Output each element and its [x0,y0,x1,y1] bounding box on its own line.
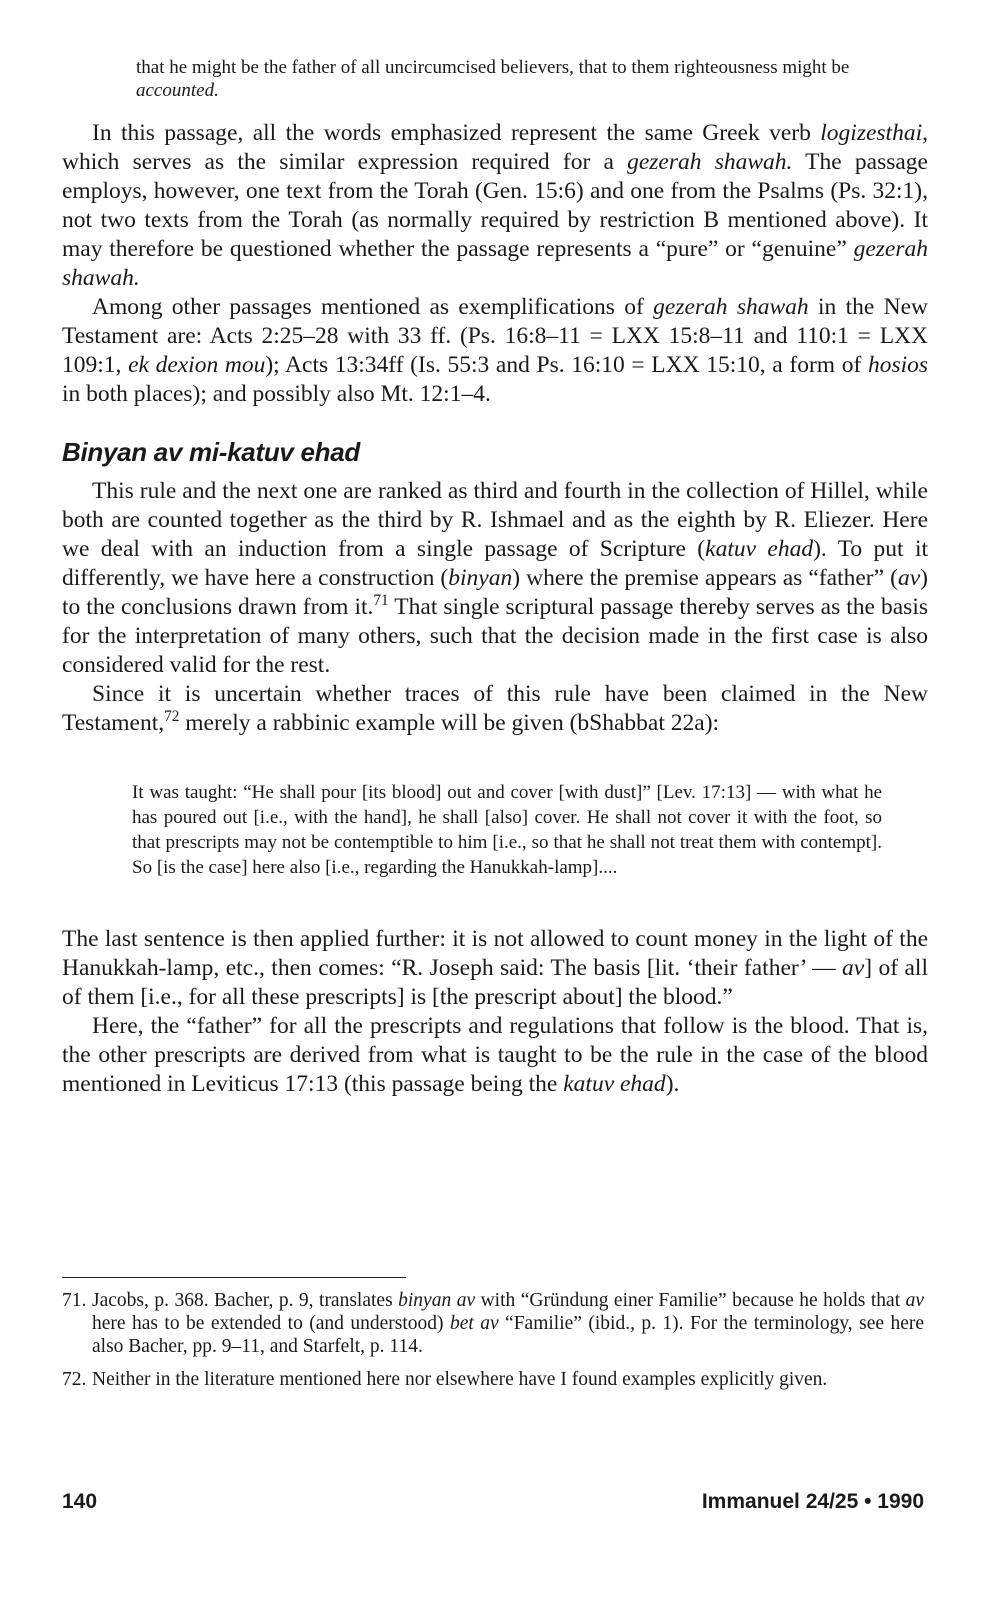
italic-term: gezerah shawah [653,294,809,320]
paragraph-5 [62,925,928,1012]
text-run: with “Gründung einer Familie” because he holds that [475,1290,906,1311]
italic-term: av [905,1290,924,1311]
italic-term: ek dexion mou [128,352,266,378]
footnote-71 [62,1289,924,1358]
body-section-gezerah [62,119,928,409]
text-run: which serves as the similar expression required for a [62,149,628,175]
footnote-separator-rule [62,1277,406,1278]
paragraph-1 [62,119,928,293]
footnote-ref-71[interactable]: 71 [373,592,389,610]
italic-term: hosios [867,352,929,378]
text-run: In this passage, all the words emphasized represent the same Greek verb [92,120,821,146]
text-run: ); Acts 13:34ff (Is. 55:3 and Ps. 16:10 = LXX 15:10, a form of [265,352,868,378]
text-run: merely a rabbinic example will be given (bShabbat 22a): [179,710,720,736]
footnotes [62,1289,924,1401]
footnote-72 [62,1368,924,1391]
text-run: Since it is uncertain whether traces of this rule have been claimed in the New Testament, [62,681,928,736]
italic-term: av [897,565,921,591]
body-section-after-quote [62,925,928,1099]
section-heading: Binyan av mi-katuv ehad [62,437,360,467]
body-section-binyan [62,477,928,738]
talmud-block-quotation: It was taught: “He shall pour [its blood] out and cover [with dust]” [Lev. 17:13] — with what he has poured out [i.e., with the hand], he shall [also] cover. He shall not cover it with the foot, so that prescripts may not be contemptible to him [i.e., so that he shall not treat them with contempt]. So [is the case] here also [i.e., regarding the Hanukkah-lamp].... [132,782,882,878]
text-run: in both places); and possibly also Mt. 12:1–4. [62,381,491,407]
continued-quotation [136,56,880,102]
text-run: Neither in the literature mentioned here nor elsewhere have I found examples explicitly given. [92,1369,828,1390]
text-run: ) to the conclusions drawn from it. [62,565,928,620]
paragraph-2 [62,293,928,409]
quotation-text: that he might be the father of all uncircumcised believers, that to them righteousness might be [136,57,850,78]
text-run: That single scriptural passage thereby serves as the basis for the interpretation of many others, such that the decision made in the first case is also considered valid for the rest. [62,594,928,678]
footnote-number: 71. [62,1290,87,1311]
text-run: “Familie” (ibid., p. 1). For the terminology, see here also Bacher, pp. 9–11, and Starfelt, p. 114. [92,1313,925,1357]
paragraph-6 [62,1012,928,1099]
journal-citation: Immanuel 24/25 • 1990 [701,1490,924,1513]
text-run: here has to be extended to (and understood) [92,1313,450,1334]
paragraph-3 [62,477,928,680]
text-run: The last sentence is then applied further: it is not allowed to count money in the light of the Hanukkah-lamp, etc., then comes: “R. Joseph said: The basis [lit. ‘their father’ — [62,926,928,981]
italic-term: binyan av [398,1290,476,1311]
paragraph-4 [62,680,928,738]
text-run: Among other passages mentioned as exemplifications of [92,294,654,320]
text-run: ). To put it differently, we have here a construction ( [62,536,928,591]
footnote-ref-72[interactable]: 72 [164,708,180,726]
italic-term: logizesthai, [820,120,928,146]
text-run: The passage employs, however, one text from the Torah (Gen. 15:6) and one from the Psalms (Ps. 32:1), not two texts from the Torah (as normally required by restriction B mentioned above). It may therefore be questioned whether the passage represents a “pure” or “genuine” [62,149,928,262]
italic-term: gezerah shawah. [62,236,928,291]
page-number: 140 [62,1490,98,1513]
italic-term: av [842,955,865,981]
text-run: ] of all of them [i.e., for all these prescripts] is [the prescript about] the blood.” [62,955,928,1010]
text-run: ) where the premise appears as “father” ( [512,565,898,591]
text-run: ). [665,1071,680,1097]
quotation-italic-term: accounted. [136,80,219,101]
text-run: This rule and the next one are ranked as third and fourth in the collection of Hillel, while both are counted together as the third by R. Ishmael and as the eighth by R. Eliezer. Here we deal with an induction from a single passage of Scripture ( [62,478,928,562]
text-run: in the New Testament are: Acts 2:25–28 with 33 ff. (Ps. 16:8–11 = LXX 15:8–11 and 110:1 = LXX 109:1, [62,294,928,378]
italic-term: katuv ehad [563,1071,666,1097]
italic-term: katuv ehad [705,536,814,562]
text-run: Jacobs, p. 368. Bacher, p. 9, translates [92,1290,399,1311]
italic-term: binyan [448,565,513,591]
italic-term: bet av [449,1313,499,1334]
text-run: Here, the “father” for all the prescripts and regulations that follow is the blood. That is, the other prescripts are derived from what is taught to be the rule in the case of the blood mentioned in Leviticus 17:13 (this passage being the [62,1013,928,1097]
italic-term: gezerah shawah. [627,149,793,175]
footnote-number: 72. [62,1369,87,1390]
